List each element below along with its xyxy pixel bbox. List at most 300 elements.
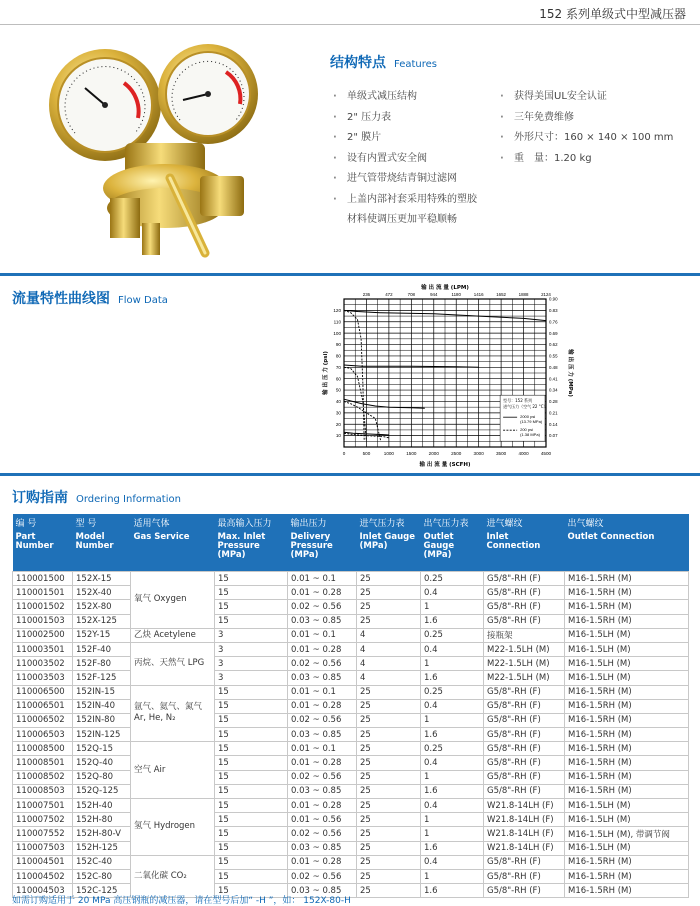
outlet-gauge-cell: 1.6 (421, 884, 484, 898)
part-number-cell: 110003501 (13, 642, 73, 656)
feature-item: · 三年免费维修 (500, 111, 690, 132)
outlet-connection-cell: M16-1.5LH (M) (565, 671, 689, 685)
table-row (13, 756, 689, 770)
features-title-en: Features (394, 59, 437, 70)
outlet-connection-cell: M16-1.5LH (M) (565, 628, 689, 642)
inlet-gauge-cell: 25 (357, 869, 421, 883)
part-number-cell: 110006502 (13, 713, 73, 727)
outlet-connection-cell: M16-1.5RH (M) (565, 728, 689, 742)
inlet-gauge-cell: 25 (357, 770, 421, 784)
column-header-en: Inlet Connection (484, 530, 565, 572)
flow-chart (300, 277, 600, 477)
max-inlet-cell: 15 (215, 685, 288, 699)
part-number-cell: 110001502 (13, 600, 73, 614)
right-tick-label: 0.62 (549, 342, 558, 348)
outlet-gauge-cell: 1.6 (421, 784, 484, 798)
max-inlet-cell: 15 (215, 869, 288, 883)
max-inlet-cell: 15 (215, 742, 288, 756)
inlet-gauge-cell: 25 (357, 728, 421, 742)
delivery-pressure-cell: 0.01 ~ 0.1 (288, 628, 357, 642)
part-number-cell: 110007501 (13, 799, 73, 813)
column-header-en: Part Number (13, 530, 73, 572)
delivery-pressure-cell: 0.01 ~ 0.1 (288, 685, 357, 699)
inlet-gauge-cell: 25 (357, 756, 421, 770)
column-header-cn: 编 号 (13, 514, 73, 530)
gas-service-cell: 空气 Air (131, 742, 215, 799)
delivery-pressure-cell: 0.01 ~ 0.28 (288, 642, 357, 656)
inlet-gauge-cell: 4 (357, 657, 421, 671)
outlet-connection-cell: M16-1.5LH (M) (565, 642, 689, 656)
y-tick-label: 90 (335, 342, 341, 348)
x-tick-label: 2000 (428, 451, 439, 456)
inlet-gauge-cell: 25 (357, 586, 421, 600)
top-tick-label: 2124 (541, 292, 551, 297)
column-header-cn: 进气压力表 (357, 514, 421, 530)
model-number-cell: 152IN-15 (73, 685, 131, 699)
outlet-gauge-cell: 1 (421, 813, 484, 827)
delivery-pressure-cell: 0.02 ~ 0.56 (288, 869, 357, 883)
feature-item-continued: 材料使调压更加平稳顺畅 (347, 214, 457, 225)
model-number-cell: 152IN-40 (73, 699, 131, 713)
inlet-connection-cell: W21.8-14LH (F) (484, 841, 565, 855)
table-row (13, 813, 689, 827)
ordering-footnote: 如需订购适用于 20 MPa 高压钢瓶的减压器，请在型号后加“ -H ”，如： 152X-80-H (12, 896, 351, 906)
max-inlet-cell: 15 (215, 600, 288, 614)
outlet-connection-cell: M16-1.5RH (M) (565, 869, 689, 883)
max-inlet-cell: 15 (215, 728, 288, 742)
inlet-gauge-cell: 25 (357, 685, 421, 699)
part-number-cell: 110004501 (13, 855, 73, 869)
outlet-gauge-cell: 0.25 (421, 572, 484, 586)
y-axis-label-left: 输 出 压 力 (psi) (323, 351, 329, 395)
model-number-cell: 152C-80 (73, 869, 131, 883)
legend-dashed-unit: (1.38 MPa) (520, 432, 540, 438)
inlet-gauge-cell: 25 (357, 614, 421, 628)
outlet-connection-cell: M16-1.5RH (M) (565, 855, 689, 869)
x-tick-label: 4000 (518, 451, 529, 456)
chart-title: 输 出 流 量 (LPM) (421, 285, 469, 291)
section-divider (0, 273, 700, 276)
outlet-connection-cell: M16-1.5RH (M) (565, 600, 689, 614)
y-tick-label: 60 (335, 376, 341, 382)
part-number-cell: 110008502 (13, 770, 73, 784)
gas-service-cell: 乙炔 Acetylene (131, 628, 215, 642)
y-axis-label-right: 输 出 压 力 (MPa) (567, 349, 573, 397)
model-number-cell: 152Q-15 (73, 742, 131, 756)
outlet-gauge-cell: 1.6 (421, 671, 484, 685)
model-number-cell: 152C-125 (73, 884, 131, 898)
inlet-connection-cell: G5/8"-RH (F) (484, 742, 565, 756)
model-number-cell: 152Q-125 (73, 784, 131, 798)
right-tick-label: 0.83 (549, 307, 558, 313)
model-number-cell: 152F-125 (73, 671, 131, 685)
part-number-cell: 110008501 (13, 756, 73, 770)
inlet-connection-cell: G5/8"-RH (F) (484, 869, 565, 883)
model-number-cell: 152Y-15 (73, 628, 131, 642)
ordering-title-en: Ordering Information (76, 494, 181, 505)
table-row (13, 784, 689, 798)
right-tick-label: 0.28 (549, 399, 558, 405)
max-inlet-cell: 15 (215, 713, 288, 727)
inlet-connection-cell: G5/8"-RH (F) (484, 770, 565, 784)
table-row (13, 572, 689, 586)
max-inlet-cell: 3 (215, 657, 288, 671)
delivery-pressure-cell: 0.01 ~ 0.28 (288, 699, 357, 713)
part-number-cell: 110003503 (13, 671, 73, 685)
feature-item: · 2" 膜片 (333, 131, 513, 152)
table-row (13, 799, 689, 813)
inlet-gauge-cell: 25 (357, 742, 421, 756)
column-header-en: Delivery Pressure (MPa) (288, 530, 357, 572)
max-inlet-cell: 15 (215, 572, 288, 586)
model-number-cell: 152X-15 (73, 572, 131, 586)
model-number-cell: 152IN-80 (73, 713, 131, 727)
y-tick-label: 80 (335, 353, 341, 359)
right-tick-label: 0.69 (549, 330, 558, 336)
outlet-gauge-cell: 1 (421, 657, 484, 671)
inlet-gauge-cell: 25 (357, 699, 421, 713)
column-header-en: Outlet Gauge (MPa) (421, 530, 484, 572)
part-number-cell: 110008503 (13, 784, 73, 798)
model-number-cell: 152IN-125 (73, 728, 131, 742)
delivery-pressure-cell: 0.02 ~ 0.56 (288, 600, 357, 614)
inlet-connection-cell: G5/8"-RH (F) (484, 713, 565, 727)
outlet-connection-cell: M16-1.5RH (M) (565, 884, 689, 898)
x-tick-label: 3500 (495, 451, 507, 456)
delivery-pressure-cell: 0.02 ~ 0.56 (288, 770, 357, 784)
table-row (13, 855, 689, 869)
table-row (13, 685, 689, 699)
outlet-gauge-cell: 0.4 (421, 799, 484, 813)
inlet-connection-cell: G5/8"-RH (F) (484, 586, 565, 600)
y-tick-label: 70 (335, 364, 341, 370)
inlet-connection-cell: G5/8"-RH (F) (484, 699, 565, 713)
y-tick-label: 20 (335, 421, 341, 427)
inlet-gauge-cell: 25 (357, 572, 421, 586)
page-header-title: 152 系列单级式中型减压器 (539, 7, 686, 21)
delivery-pressure-cell: 0.03 ~ 0.85 (288, 784, 357, 798)
outlet-connection-cell: M16-1.5RH (M) (565, 756, 689, 770)
outlet-connection-cell: M16-1.5RH (M) (565, 770, 689, 784)
legend-solid-unit: (13.79 MPa) (520, 419, 543, 425)
outlet-gauge-cell: 0.4 (421, 699, 484, 713)
features-title-cn: 结构特点 (330, 55, 386, 71)
inlet-connection-cell: G5/8"-RH (F) (484, 685, 565, 699)
inlet-connection-cell: G5/8"-RH (F) (484, 614, 565, 628)
inlet-gauge-cell: 25 (357, 713, 421, 727)
legend-solid-label: 2000 psi (520, 414, 536, 420)
legend-medium: 进气压力（空气 22 °C） (503, 404, 548, 410)
top-tick-label: 708 (407, 292, 415, 297)
model-number-cell: 152Q-40 (73, 756, 131, 770)
column-header-en: Max. Inlet Pressure (MPa) (215, 530, 288, 572)
inlet-gauge-cell: 25 (357, 884, 421, 898)
feature-item: · 外形尺寸：160 × 140 × 100 mm (500, 131, 690, 152)
part-number-cell: 110007552 (13, 827, 73, 841)
delivery-pressure-cell: 0.01 ~ 0.28 (288, 799, 357, 813)
part-number-cell: 110001503 (13, 614, 73, 628)
delivery-pressure-cell: 0.01 ~ 0.28 (288, 855, 357, 869)
model-number-cell: 152X-125 (73, 614, 131, 628)
gas-service-cell: 氩气、氦气、氮气 Ar, He, N₂ (131, 685, 215, 742)
y-tick-label: 30 (335, 410, 341, 416)
model-number-cell: 152C-40 (73, 855, 131, 869)
part-number-cell: 110008500 (13, 742, 73, 756)
outlet-gauge-cell: 1 (421, 600, 484, 614)
x-tick-label: 4500 (540, 451, 552, 456)
table-row (13, 827, 689, 841)
model-number-cell: 152F-80 (73, 657, 131, 671)
inlet-connection-cell: G5/8"-RH (F) (484, 756, 565, 770)
max-inlet-cell: 15 (215, 799, 288, 813)
delivery-pressure-cell: 0.03 ~ 0.85 (288, 671, 357, 685)
outlet-gauge-cell: 0.25 (421, 628, 484, 642)
y-tick-label: 120 (333, 307, 341, 313)
x-tick-label: 500 (362, 451, 371, 456)
inlet-gauge-cell: 25 (357, 827, 421, 841)
right-tick-label: 0.14 (549, 421, 558, 427)
part-number-cell: 110004502 (13, 869, 73, 883)
inlet-gauge-cell: 4 (357, 642, 421, 656)
max-inlet-cell: 3 (215, 642, 288, 656)
x-axis-label: 输 出 流 量 (SCFH) (419, 462, 471, 468)
series-line-2 (344, 310, 364, 441)
inlet-connection-cell: M22-1.5LH (M) (484, 642, 565, 656)
inlet-gauge-cell: 25 (357, 855, 421, 869)
max-inlet-cell: 3 (215, 671, 288, 685)
outlet-gauge-cell: 1.6 (421, 614, 484, 628)
features-heading (330, 52, 437, 72)
column-header-en: Gas Service (131, 530, 215, 572)
table-row (13, 728, 689, 742)
delivery-pressure-cell: 0.01 ~ 0.56 (288, 813, 357, 827)
column-header-cn: 出气压力表 (421, 514, 484, 530)
outlet-connection-cell: M16-1.5RH (M) (565, 572, 689, 586)
inlet-connection-cell: M22-1.5LH (M) (484, 671, 565, 685)
delivery-pressure-cell: 0.02 ~ 0.56 (288, 657, 357, 671)
ordering-table (12, 514, 689, 898)
x-tick-label: 1500 (406, 451, 417, 456)
x-tick-label: 2500 (451, 451, 462, 456)
inlet-gauge-cell: 25 (357, 841, 421, 855)
inlet-connection-cell: G5/8"-RH (F) (484, 728, 565, 742)
right-tick-label: 0.90 (549, 296, 558, 302)
ordering-title-cn: 订购指南 (12, 490, 68, 506)
model-number-cell: 152F-40 (73, 642, 131, 656)
column-header-cn: 出气螺纹 (565, 514, 689, 530)
part-number-cell: 110002500 (13, 628, 73, 642)
max-inlet-cell: 15 (215, 813, 288, 827)
inlet-connection-cell: W21.8-14LH (F) (484, 799, 565, 813)
feature-item: · 重 量：1.20 kg (500, 152, 690, 173)
outlet-gauge-cell: 0.25 (421, 742, 484, 756)
inlet-gauge-cell: 25 (357, 813, 421, 827)
top-tick-label: 1416 (473, 292, 484, 297)
delivery-pressure-cell: 0.02 ~ 0.56 (288, 827, 357, 841)
outlet-connection-cell: M16-1.5RH (M) (565, 784, 689, 798)
max-inlet-cell: 15 (215, 784, 288, 798)
outlet-connection-cell: M16-1.5LH (M) (565, 657, 689, 671)
outlet-gauge-cell: 1.6 (421, 841, 484, 855)
outlet-connection-cell: M16-1.5RH (M) (565, 685, 689, 699)
max-inlet-cell: 15 (215, 756, 288, 770)
part-number-cell: 110001501 (13, 586, 73, 600)
model-number-cell: 152H-125 (73, 841, 131, 855)
y-tick-label: 110 (333, 319, 341, 325)
outlet-gauge-cell: 0.4 (421, 642, 484, 656)
max-inlet-cell: 15 (215, 586, 288, 600)
part-number-cell: 110006500 (13, 685, 73, 699)
table-row (13, 628, 689, 642)
inlet-gauge-cell: 4 (357, 671, 421, 685)
table-row (13, 586, 689, 600)
max-inlet-cell: 15 (215, 855, 288, 869)
inlet-gauge-cell: 25 (357, 600, 421, 614)
flow-title-en: Flow Data (118, 295, 168, 306)
feature-item: · 进气管带烧结青铜过滤网 (333, 172, 513, 193)
x-tick-label: 1000 (383, 451, 395, 456)
outlet-gauge-cell: 0.25 (421, 685, 484, 699)
model-number-cell: 152H-40 (73, 799, 131, 813)
max-inlet-cell: 3 (215, 628, 288, 642)
outlet-connection-cell: M16-1.5RH (M) (565, 614, 689, 628)
outlet-connection-cell: M16-1.5LH (M) (565, 813, 689, 827)
outlet-connection-cell: M16-1.5RH (M) (565, 713, 689, 727)
part-number-cell: 110006501 (13, 699, 73, 713)
feature-item: · 获得美国UL安全认证 (500, 90, 690, 111)
top-tick-label: 1652 (496, 292, 507, 297)
top-tick-label: 472 (385, 292, 393, 297)
inlet-connection-cell: G5/8"-RH (F) (484, 600, 565, 614)
delivery-pressure-cell: 0.03 ~ 0.85 (288, 841, 357, 855)
top-tick-label: 1888 (518, 292, 529, 297)
feature-item: · 上盖内部衬套采用特殊的塑胶 (333, 193, 513, 214)
y-tick-label: 100 (333, 330, 341, 336)
gas-service-cell: 氧气 Oxygen (131, 572, 215, 629)
table-row (13, 869, 689, 883)
outlet-gauge-cell: 0.4 (421, 756, 484, 770)
table-row (13, 742, 689, 756)
right-tick-label: 0.48 (549, 364, 558, 370)
outlet-connection-cell: M16-1.5LH (M) (565, 799, 689, 813)
feature-item: · 2" 压力表 (333, 111, 513, 132)
y-tick-label: 40 (335, 399, 341, 405)
column-header-en: Outlet Connection (565, 530, 689, 572)
model-number-cell: 152X-80 (73, 600, 131, 614)
outlet-connection-cell: M16-1.5LH (M) (565, 841, 689, 855)
inlet-connection-cell: 接瓶架 (484, 628, 565, 642)
right-tick-label: 0.21 (549, 410, 558, 416)
right-tick-label: 0.41 (549, 376, 558, 382)
table-row (13, 841, 689, 855)
model-number-cell: 152H-80 (73, 813, 131, 827)
part-number-cell: 110007502 (13, 813, 73, 827)
outlet-connection-cell: M16-1.5RH (M) (565, 742, 689, 756)
max-inlet-cell: 15 (215, 827, 288, 841)
outlet-gauge-cell: 0.4 (421, 586, 484, 600)
part-number-cell: 110006503 (13, 728, 73, 742)
outlet-gauge-cell: 1.6 (421, 728, 484, 742)
section-divider (0, 473, 700, 476)
flow-title-cn: 流量特性曲线图 (12, 291, 110, 307)
gas-service-cell: 丙烷、天然气 LPG (131, 642, 215, 685)
inlet-connection-cell: G5/8"-RH (F) (484, 572, 565, 586)
max-inlet-cell: 15 (215, 770, 288, 784)
inlet-connection-cell: W21.8-14LH (F) (484, 827, 565, 841)
column-header-cn: 输出压力 (288, 514, 357, 530)
y-tick-label: 50 (335, 387, 341, 393)
outlet-gauge-cell: 1 (421, 713, 484, 727)
feature-item: · 设有内置式安全阀 (333, 152, 513, 173)
outlet-gauge-cell: 1 (421, 827, 484, 841)
delivery-pressure-cell: 0.01 ~ 0.28 (288, 756, 357, 770)
table-row (13, 671, 689, 685)
column-header-en: Model Number (73, 530, 131, 572)
flow-heading (12, 288, 168, 308)
ordering-heading (12, 487, 181, 507)
model-number-cell: 152H-80-V (73, 827, 131, 841)
top-tick-label: 236 (362, 292, 371, 297)
delivery-pressure-cell: 0.03 ~ 0.85 (288, 884, 357, 898)
inlet-connection-cell: G5/8"-RH (F) (484, 855, 565, 869)
y-tick-label: 10 (335, 433, 341, 439)
max-inlet-cell: 15 (215, 841, 288, 855)
inlet-gauge-cell: 25 (357, 799, 421, 813)
inlet-gauge-cell: 4 (357, 628, 421, 642)
inlet-connection-cell: G5/8"-RH (F) (484, 784, 565, 798)
column-header-cn: 适用气体 (131, 514, 215, 530)
part-number-cell: 110001500 (13, 572, 73, 586)
max-inlet-cell: 15 (215, 884, 288, 898)
gas-service-cell: 氢气 Hydrogen (131, 799, 215, 856)
delivery-pressure-cell: 0.01 ~ 0.1 (288, 572, 357, 586)
delivery-pressure-cell: 0.01 ~ 0.1 (288, 742, 357, 756)
column-header-cn: 最高输入压力 (215, 514, 288, 530)
x-tick-label: 0 (342, 451, 346, 456)
outlet-gauge-cell: 1 (421, 770, 484, 784)
table-row (13, 642, 689, 656)
table-row (13, 614, 689, 628)
delivery-pressure-cell: 0.01 ~ 0.28 (288, 586, 357, 600)
inlet-gauge-cell: 25 (357, 784, 421, 798)
right-tick-label: 0.76 (549, 319, 558, 325)
outlet-gauge-cell: 1 (421, 869, 484, 883)
delivery-pressure-cell: 0.03 ~ 0.85 (288, 728, 357, 742)
regulator-image (30, 38, 290, 268)
outlet-connection-cell: M16-1.5RH (M) (565, 586, 689, 600)
inlet-connection-cell: W21.8-14LH (F) (484, 813, 565, 827)
part-number-cell: 110003502 (13, 657, 73, 671)
features-list-left (333, 90, 513, 234)
column-header-en: Inlet Gauge (MPa) (357, 530, 421, 572)
model-number-cell: 152X-40 (73, 586, 131, 600)
right-tick-label: 0.55 (549, 353, 558, 359)
inlet-connection-cell: M22-1.5LH (M) (484, 657, 565, 671)
table-row (13, 713, 689, 727)
max-inlet-cell: 15 (215, 614, 288, 628)
top-tick-label: 1180 (451, 292, 461, 297)
table-row (13, 770, 689, 784)
table-row (13, 657, 689, 671)
max-inlet-cell: 15 (215, 699, 288, 713)
feature-item: · 单级式减压结构 (333, 90, 513, 111)
right-tick-label: 0.34 (549, 387, 558, 393)
table-row (13, 600, 689, 614)
header-divider (0, 24, 700, 25)
top-tick-label: 944 (430, 292, 438, 297)
delivery-pressure-cell: 0.02 ~ 0.56 (288, 713, 357, 727)
outlet-connection-cell: M16-1.5LH (M), 带调节阀 (565, 827, 689, 841)
